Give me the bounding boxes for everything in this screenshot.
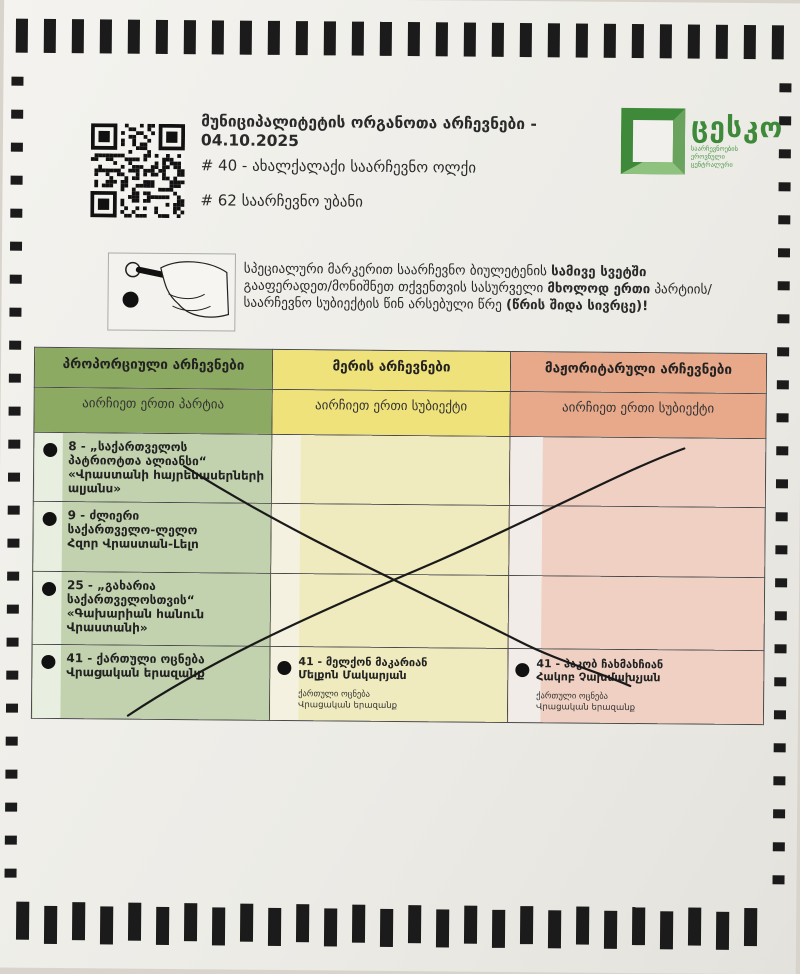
mayor-candidate-41[interactable] [269, 647, 508, 723]
mayor-empty-cell [271, 504, 510, 575]
mayor-empty-cell [270, 573, 509, 649]
side-mark [772, 875, 784, 884]
vote-circle[interactable] [43, 512, 57, 526]
majoritarian-empty-cell [508, 575, 765, 651]
side-mark [11, 176, 23, 185]
side-mark [774, 743, 786, 752]
side-mark [5, 869, 17, 878]
side-mark [10, 242, 22, 251]
candidate-party: ქართული ოცნება Վրացական երազանք [535, 691, 636, 714]
side-mark [7, 539, 19, 548]
party-row-8[interactable] [33, 432, 272, 503]
party-label: 9 - ძლიერი საქართველო-ლელო Հզոր Վրաստան-Լելո [67, 508, 199, 552]
marker-instruction-icon [107, 252, 236, 331]
party-row-25[interactable] [32, 571, 271, 647]
column-subheader-mayor: აირჩიეთ ერთი სუბიექტი [272, 390, 510, 437]
party-label: 8 - „საქართველოს პატრიოტთა ალიანსი“ «Վրաստանի հայրենասերների ալյանս» [67, 439, 265, 496]
vote-circle[interactable] [41, 655, 55, 669]
side-mark [11, 143, 23, 152]
side-mark [5, 803, 17, 812]
side-mark [779, 83, 791, 92]
side-mark [8, 473, 20, 482]
side-mark [9, 308, 21, 317]
side-mark [10, 209, 22, 218]
column-subheader-majoritarian: აირჩიეთ ერთი სუბიექტი [510, 392, 766, 439]
side-mark [9, 341, 21, 350]
side-mark [11, 110, 23, 119]
side-mark [777, 413, 789, 422]
side-mark [8, 440, 20, 449]
side-mark [6, 737, 18, 746]
column-header-majoritarian: მაჟორიტარული არჩევნები [510, 351, 766, 394]
side-mark [6, 671, 18, 680]
qr-code [90, 123, 185, 218]
logo-name: ცესკო [690, 110, 784, 145]
side-mark [774, 710, 786, 719]
precinct-label: # 62 საარჩევნო უბანი [200, 191, 364, 211]
side-mark [5, 770, 17, 779]
side-mark [776, 479, 788, 488]
majoritarian-empty-cell [509, 436, 766, 508]
logo-subtitle: საარჩევნოების ეროვნული ცენტრალური [690, 144, 739, 169]
candidate-name: 41 - მელქონ მაკარიან Մելքոն Մակարյան [298, 655, 428, 683]
side-mark [6, 704, 18, 713]
party-label: 25 - „გახარია საქართველოსთვის“ «Գախարիան հանուն Վրաստանի» [66, 577, 205, 635]
instruction-text: სპეციალური მარკერით საარჩევნო ბიულეტენის სამივე სვეტში გააფერადეთ/მონიშნეთ თქვენთვის სასურველი მხოლოდ ერთი პარტიის/საარჩევნო სუბიექტის წინ არსებული წრე (წრის შიდა სივრცე)! [243, 261, 712, 315]
district-label: # 40 - ახალქალაქი საარჩევნო ოლქი [200, 156, 477, 177]
side-mark [773, 809, 785, 818]
majoritarian-candidate-41[interactable] [507, 649, 764, 725]
side-mark [778, 215, 790, 224]
side-mark [10, 275, 22, 284]
side-mark [774, 677, 786, 686]
side-mark [773, 776, 785, 785]
vote-circle[interactable] [43, 443, 57, 457]
vote-circle[interactable] [277, 661, 291, 675]
column-subheader-proportional: აირჩიეთ ერთი პარტია [34, 388, 272, 435]
side-mark [5, 836, 17, 845]
column-header-mayor: მერის არჩევნები [272, 349, 510, 391]
mayor-empty-cell [271, 434, 510, 505]
side-mark [7, 638, 19, 647]
side-mark [777, 347, 789, 356]
side-mark [777, 314, 789, 323]
ballot-title: მუნიციპალიტეტის ორგანოთა არჩევნები - 04.10.2025 [200, 112, 537, 151]
side-mark [776, 446, 788, 455]
side-mark [778, 248, 790, 257]
party-row-9[interactable] [33, 502, 272, 573]
candidate-name: 41 - ჰაკობ ჩახმახჩიან Հակոբ Չախմախչյան [536, 657, 664, 685]
side-mark [9, 407, 21, 416]
vote-circle[interactable] [515, 663, 529, 677]
majoritarian-empty-cell [509, 506, 766, 578]
party-row-41[interactable] [31, 645, 270, 721]
side-mark [7, 605, 19, 614]
side-mark [775, 545, 787, 554]
side-mark [775, 611, 787, 620]
ballot-table [31, 347, 767, 725]
side-mark [9, 374, 21, 383]
side-mark [775, 578, 787, 587]
column-header-proportional: პროპორციული არჩევნები [34, 347, 272, 389]
side-mark [11, 77, 23, 86]
side-mark [775, 644, 787, 653]
side-mark [778, 281, 790, 290]
vote-circle[interactable] [42, 582, 56, 596]
side-mark [773, 842, 785, 851]
side-mark [776, 512, 788, 521]
candidate-party: ქართული ოცნება Վրացական երազանք [297, 689, 398, 712]
side-mark [7, 572, 19, 581]
party-label: 41 - ქართული ოცნება Վրացական երազանք [66, 651, 205, 681]
side-mark [8, 506, 20, 515]
side-mark [777, 380, 789, 389]
